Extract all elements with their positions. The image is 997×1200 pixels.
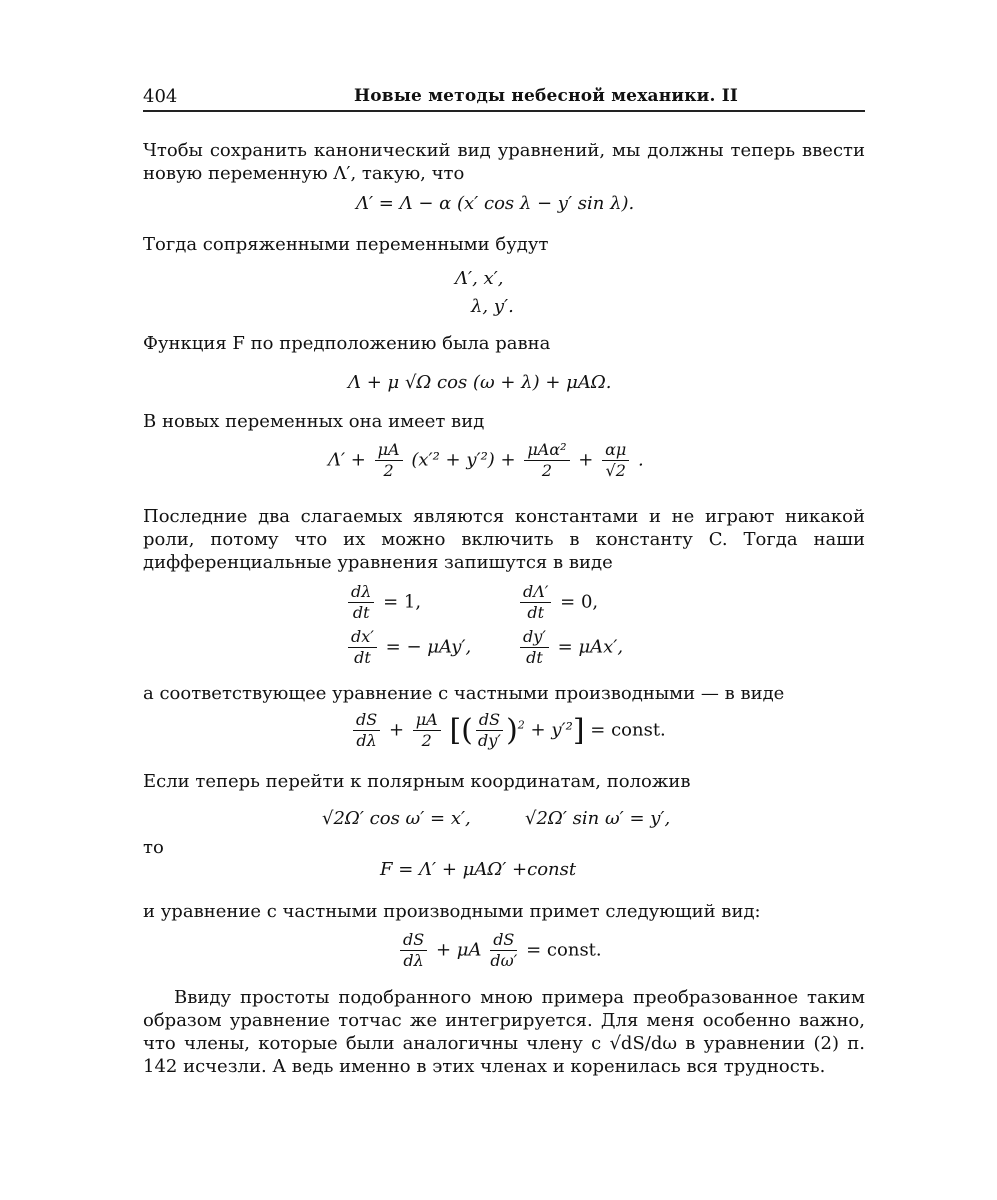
- eq9-mid: + μA: [435, 939, 482, 961]
- paragraph-6: а соответствующее уравнение с частными производными — в виде: [143, 683, 785, 704]
- eq4-fraction-2: [524, 440, 569, 481]
- eq6-a-fraction: [353, 710, 380, 751]
- eq5-d-num: dy′: [520, 627, 549, 648]
- eq6-b-den: 2: [421, 731, 432, 750]
- eq6-a-den: dλ: [356, 731, 377, 750]
- eq6-left-bracket: [(: [449, 713, 473, 748]
- eq6-rhs: = const.: [590, 719, 666, 741]
- eq5-a-den: dt: [352, 603, 370, 622]
- eq5-c-fraction: [348, 627, 377, 668]
- eq5-a-rhs: = 1,: [383, 591, 422, 613]
- eq4-lhs: Λ′ +: [328, 449, 366, 471]
- eq6-right-paren: ): [506, 713, 518, 748]
- eq4-f2-den: 2: [541, 461, 553, 480]
- eq6-plus: +: [388, 719, 405, 741]
- equation-5d: [517, 627, 623, 668]
- equation-2a: Λ′, x′,: [455, 268, 504, 289]
- eq5-d-fraction: [520, 627, 549, 668]
- paragraph-3: Функция F по предположению была равна: [143, 333, 551, 354]
- eq5-c-den: dt: [354, 648, 371, 667]
- eq6-b-num: μA: [413, 710, 441, 731]
- eq5-b-fraction: [520, 582, 551, 623]
- eq6-square: 2: [517, 718, 525, 732]
- paragraph-1: Чтобы сохранить канонический вид уравнений, мы должны теперь ввести новую переменную Λ′, такую, что: [143, 140, 865, 184]
- eq5-d-rhs: = μAx′,: [557, 636, 624, 658]
- equation-1: Λ′ = Λ − α (x′ cos λ − y′ sin λ).: [356, 193, 635, 214]
- equation-5a: [345, 582, 421, 623]
- equation-5b: [517, 582, 598, 623]
- eq5-a-num: dλ: [348, 582, 374, 603]
- eq4-plus: +: [578, 449, 594, 471]
- eq4-f3-den: √2: [605, 461, 626, 480]
- eq5-a-fraction: [348, 582, 374, 623]
- paragraph-9: и уравнение с частными производными примет следующий вид:: [143, 901, 761, 922]
- page-number: 404: [143, 86, 178, 107]
- eq4-f2-num: μAα²: [524, 440, 569, 461]
- paragraph-7: Если теперь перейти к полярным координатам, положив: [143, 771, 691, 792]
- eq9-b-num: dS: [490, 930, 517, 951]
- eq9-rhs: = const.: [526, 939, 602, 961]
- eq9-a-num: dS: [400, 930, 427, 951]
- eq9-b-den: dω′: [490, 951, 518, 970]
- equation-4: [328, 440, 644, 481]
- eq6-b-fraction: [413, 710, 441, 751]
- eq4-fraction-1: [375, 440, 403, 481]
- eq5-c-rhs: = − μAy′,: [385, 636, 472, 658]
- header-rule: [143, 110, 865, 112]
- page-header: [143, 86, 865, 110]
- paragraph-4: В новых переменных она имеет вид: [143, 411, 485, 432]
- eq5-b-rhs: = 0,: [560, 591, 599, 613]
- eq4-fraction-3: [602, 440, 629, 481]
- eq6-c-den: dy′: [478, 731, 501, 750]
- eq6-a-num: dS: [353, 710, 380, 731]
- equation-7b: √2Ω′ sin ω′ = y′,: [525, 808, 671, 829]
- eq9-b-fraction: [490, 930, 517, 971]
- eq5-b-den: dt: [527, 603, 545, 622]
- eq5-d-den: dt: [526, 648, 543, 667]
- eq6-right-bracket: ]: [572, 713, 585, 748]
- paragraph-5: Последние два слагаемых являются константами и не играют никакой роли, потому что их можно включить в константу C. Тогда наши дифференциальные уравнения запишутся в виде: [143, 506, 865, 573]
- paragraph-8: то: [143, 837, 164, 858]
- equation-6: [350, 710, 666, 751]
- eq6-c-num: dS: [476, 710, 503, 731]
- equation-9: [397, 930, 602, 971]
- eq5-b-num: dΛ′: [520, 582, 551, 603]
- eq4-f1-num: μA: [375, 440, 403, 461]
- eq4-f3-num: αμ: [602, 440, 629, 461]
- eq5-c-num: dx′: [348, 627, 377, 648]
- eq4-f1-den: 2: [383, 461, 394, 480]
- eq4-end: .: [638, 449, 644, 471]
- eq6-tail: + y′²: [530, 719, 573, 741]
- equation-7a: √2Ω′ cos ω′ = x′,: [322, 808, 471, 829]
- equation-5c: [345, 627, 471, 668]
- eq6-c-fraction: [476, 710, 503, 751]
- equation-8: F = Λ′ + μAΩ′ +const: [380, 859, 577, 880]
- eq9-a-fraction: [400, 930, 427, 971]
- equation-2b: λ, y′.: [471, 296, 514, 317]
- running-title: Новые методы небесной механики. II: [354, 86, 739, 106]
- equation-3: Λ + μ √Ω cos (ω + λ) + μAΩ.: [348, 372, 612, 393]
- paragraph-2: Тогда сопряженными переменными будут: [143, 234, 549, 255]
- eq4-mid: (x′² + y′²) +: [411, 449, 516, 471]
- eq9-a-den: dλ: [403, 951, 424, 970]
- paragraph-10: Ввиду простоты подобранного мною примера преобразованное таким образом уравнение тотчас же интегрируется. Для меня особенно важно, что члены, которые были аналогичны члену с √dS/dω в уравнении (2) п. 142 исчезли. А ведь именно в этих членах и коренилась вся трудность.: [143, 987, 865, 1077]
